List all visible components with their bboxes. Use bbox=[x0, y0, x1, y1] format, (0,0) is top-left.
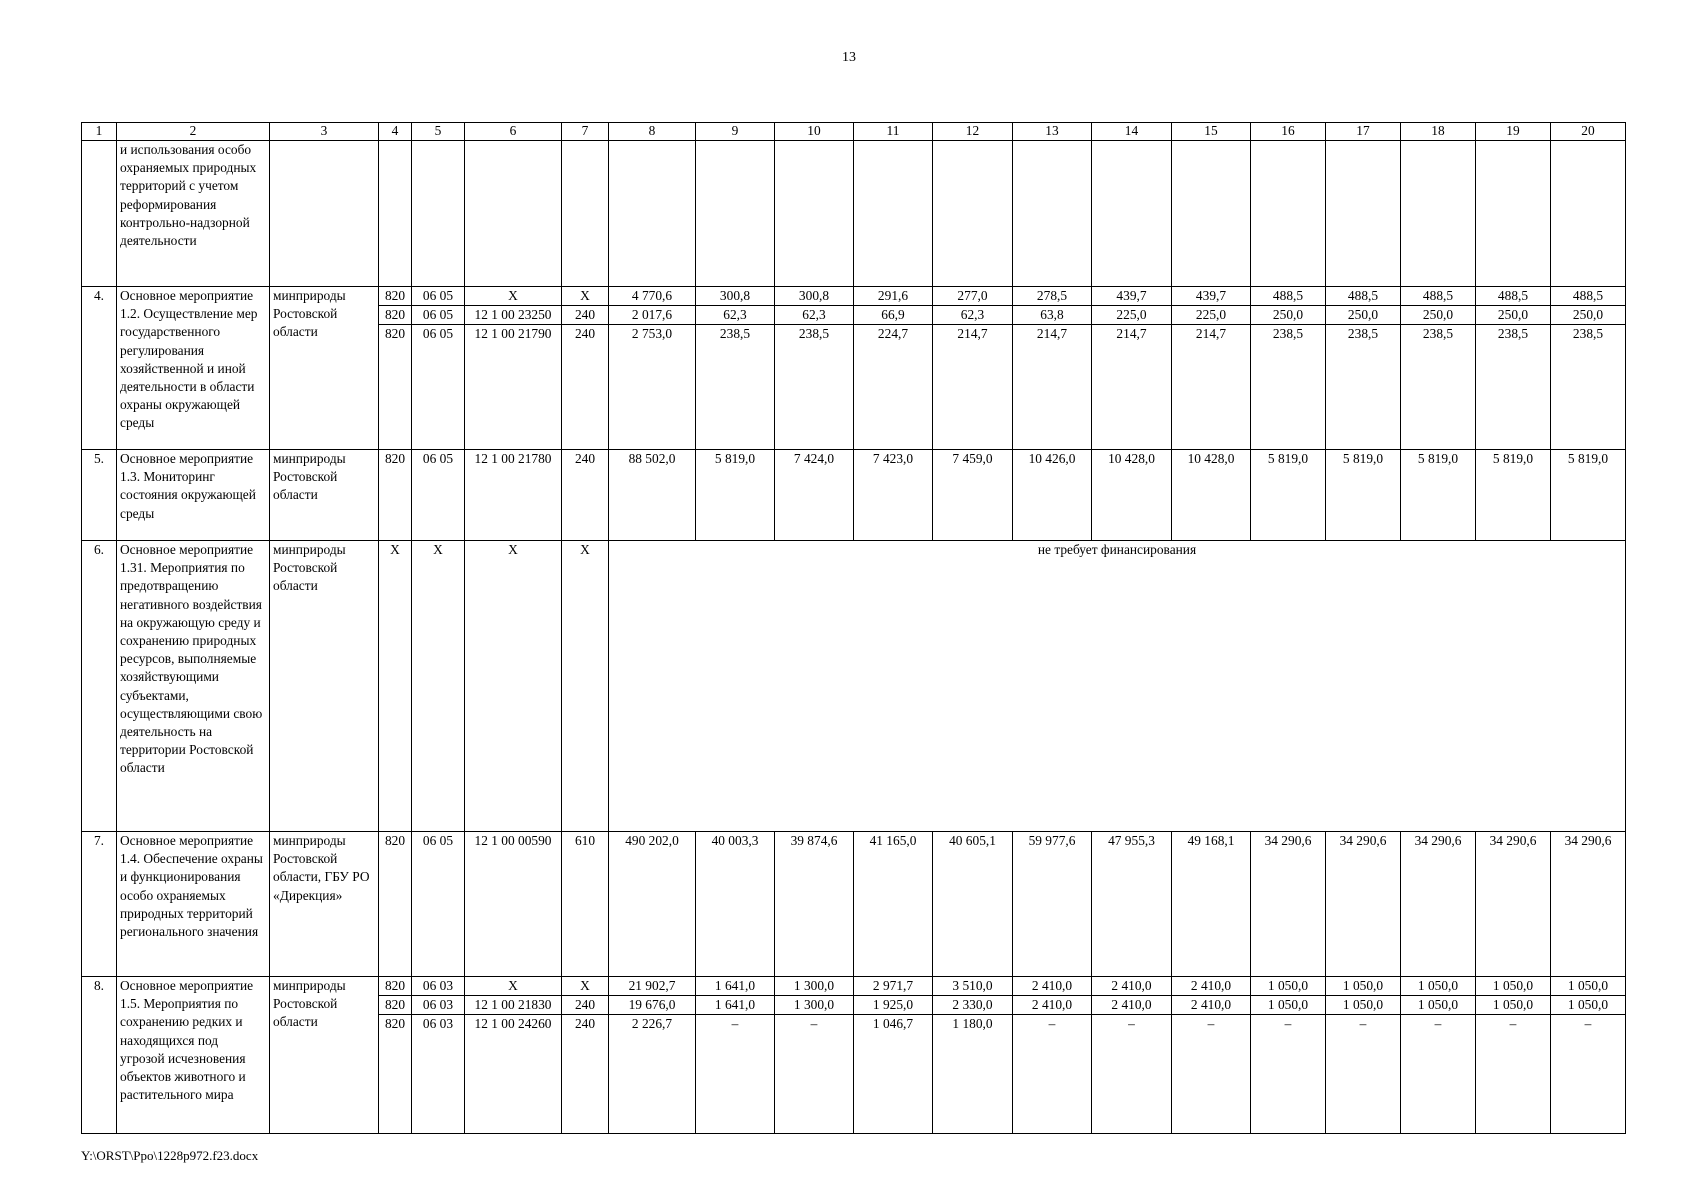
column-header: 13 bbox=[1013, 123, 1092, 141]
amount-cell bbox=[933, 977, 1013, 1134]
amount-cell bbox=[1092, 450, 1172, 541]
expense-type bbox=[562, 287, 609, 450]
amount-value: 488,5 bbox=[1251, 287, 1325, 306]
amount-cell bbox=[1326, 977, 1401, 1134]
cell-value: 820 bbox=[384, 451, 406, 466]
cell-value: 820 bbox=[384, 833, 406, 848]
amount-value: 1 046,7 bbox=[872, 1016, 914, 1032]
amount-value: 214,7 bbox=[1195, 326, 1227, 342]
cell-value: 06 05 bbox=[422, 451, 454, 466]
amount-cell bbox=[1551, 977, 1626, 1134]
amount-value: 40 605,1 bbox=[949, 833, 996, 848]
amount-cell bbox=[1551, 450, 1626, 541]
amount-value: – bbox=[810, 1016, 818, 1032]
amount-cell bbox=[854, 832, 933, 977]
amount-value: 62,3 bbox=[775, 306, 853, 325]
amount-value: 2 410,0 bbox=[1092, 996, 1171, 1015]
amount-value: 1 180,0 bbox=[952, 1016, 993, 1032]
amount-cell bbox=[933, 450, 1013, 541]
amount-cell bbox=[1326, 832, 1401, 977]
table-row bbox=[82, 541, 1626, 832]
amount-value: 488,5 bbox=[1401, 287, 1475, 306]
amount-value: 10 428,0 bbox=[1108, 451, 1155, 466]
cell-value: 12 1 00 21830 bbox=[465, 996, 561, 1015]
amount-cell bbox=[933, 287, 1013, 450]
column-header: 12 bbox=[933, 123, 1013, 141]
amount-value: 5 819,0 bbox=[1267, 451, 1309, 466]
executor: минприроды Ростовской области bbox=[270, 541, 379, 832]
column-header: 4 bbox=[379, 123, 412, 141]
ministry-code bbox=[379, 450, 412, 541]
executor: минприроды Ростовской области bbox=[270, 287, 379, 450]
amount-value: 5 819,0 bbox=[714, 451, 756, 466]
amount-cell bbox=[854, 977, 933, 1134]
amount-cell bbox=[1092, 977, 1172, 1134]
executor: минприроды Ростовской области bbox=[270, 450, 379, 541]
amount-value: 238,5 bbox=[719, 326, 751, 342]
amount-value: 34 290,6 bbox=[1264, 833, 1312, 848]
section-code bbox=[412, 287, 465, 450]
amount-value: 34 290,6 bbox=[1339, 833, 1387, 848]
amount-cell bbox=[609, 450, 696, 541]
amount-cell bbox=[1326, 287, 1401, 450]
amount-value: 300,8 bbox=[775, 287, 853, 306]
amount-cell bbox=[609, 832, 696, 977]
section-code bbox=[412, 977, 465, 1134]
amount-value: – bbox=[1434, 1016, 1442, 1032]
amount-cell bbox=[1092, 287, 1172, 450]
column-header: 3 bbox=[270, 123, 379, 141]
amount-cell bbox=[933, 832, 1013, 977]
cell-value: 06 03 bbox=[412, 977, 464, 996]
amount-value: 47 955,3 bbox=[1108, 833, 1155, 848]
amount-value: 34 290,6 bbox=[1489, 833, 1537, 848]
column-header: 1 bbox=[82, 123, 117, 141]
amount-value: 2 410,0 bbox=[1172, 996, 1250, 1015]
amount-value: 1 050,0 bbox=[1326, 996, 1400, 1015]
amount-cell bbox=[1326, 450, 1401, 541]
section-code bbox=[412, 450, 465, 541]
cell-value: 820 bbox=[384, 326, 406, 342]
amount-cell bbox=[775, 977, 854, 1134]
expense-type bbox=[562, 450, 609, 541]
section-code bbox=[412, 541, 465, 832]
amount-value: 49 168,1 bbox=[1187, 833, 1235, 848]
amount-value: 488,5 bbox=[1476, 287, 1550, 306]
amount-value: 63,8 bbox=[1013, 306, 1091, 325]
column-header: 19 bbox=[1476, 123, 1551, 141]
amount-value: 10 428,0 bbox=[1187, 451, 1235, 466]
amount-value: 214,7 bbox=[1036, 326, 1068, 342]
cell-value: 12 1 00 00590 bbox=[474, 833, 552, 848]
column-header: 6 bbox=[465, 123, 562, 141]
amount-value: 490 202,0 bbox=[625, 833, 679, 848]
amount-cell bbox=[1476, 450, 1551, 541]
amount-value: 2 410,0 bbox=[1013, 996, 1091, 1015]
amount-cell bbox=[1551, 832, 1626, 977]
cell-value: 610 bbox=[574, 833, 596, 848]
target-code bbox=[465, 977, 562, 1134]
amount-value: 439,7 bbox=[1092, 287, 1171, 306]
amount-value: – bbox=[1509, 1016, 1517, 1032]
amount-cell bbox=[1401, 450, 1476, 541]
amount-value: 66,9 bbox=[854, 306, 932, 325]
activity-name: Основное мероприятие 1.3. Мониторинг состояния окружающей среды bbox=[117, 450, 270, 541]
amount-value: 224,7 bbox=[877, 326, 909, 342]
cell-value: X bbox=[465, 287, 561, 306]
amount-value: 1 050,0 bbox=[1476, 977, 1550, 996]
cell-value: 820 bbox=[379, 287, 411, 306]
amount-cell bbox=[696, 977, 775, 1134]
amount-value: 225,0 bbox=[1172, 306, 1250, 325]
cell-value: 06 05 bbox=[422, 326, 454, 342]
amount-value: 1 300,0 bbox=[775, 977, 853, 996]
amount-value: 250,0 bbox=[1326, 306, 1400, 325]
row-number: 4. bbox=[82, 287, 117, 450]
table-row bbox=[82, 287, 1626, 450]
amount-value: 7 424,0 bbox=[793, 451, 835, 466]
column-header: 16 bbox=[1251, 123, 1326, 141]
amount-value: 2 410,0 bbox=[1172, 977, 1250, 996]
cell-value: 06 05 bbox=[422, 833, 454, 848]
amount-value: 5 819,0 bbox=[1417, 451, 1459, 466]
amount-cell bbox=[1172, 977, 1251, 1134]
cell-value: 240 bbox=[562, 306, 608, 325]
column-header: 17 bbox=[1326, 123, 1401, 141]
amount-cell bbox=[854, 287, 933, 450]
amount-cell bbox=[696, 450, 775, 541]
amount-value: 1 050,0 bbox=[1251, 996, 1325, 1015]
amount-cell bbox=[1251, 287, 1326, 450]
amount-value: 1 050,0 bbox=[1551, 996, 1625, 1015]
amount-value: 1 050,0 bbox=[1251, 977, 1325, 996]
column-header: 11 bbox=[854, 123, 933, 141]
amount-value: 250,0 bbox=[1401, 306, 1475, 325]
cell-value: X bbox=[562, 287, 608, 306]
cell-value: 12 1 00 21790 bbox=[474, 326, 552, 342]
activity-name: Основное мероприятие 1.4. Обеспечение охраны и функционирования особо охраняемых природных территорий регионального значения bbox=[117, 832, 270, 977]
executor: минприроды Ростовской области, ГБУ РО «Дирекция» bbox=[270, 832, 379, 977]
amount-value: 1 050,0 bbox=[1551, 977, 1625, 996]
cell-value: 820 bbox=[384, 1016, 406, 1032]
amount-value: 238,5 bbox=[1347, 326, 1379, 342]
footer-path: Y:\ORST\Ppo\1228p972.f23.docx bbox=[81, 1148, 259, 1163]
amount-value: 238,5 bbox=[1572, 326, 1604, 342]
cell-value: 820 bbox=[379, 996, 411, 1015]
target-code bbox=[465, 541, 562, 832]
amount-value: 277,0 bbox=[933, 287, 1012, 306]
row-number: 5. bbox=[82, 450, 117, 541]
cell-value: 06 05 bbox=[412, 306, 464, 325]
amount-value: 62,3 bbox=[696, 306, 774, 325]
amount-value: 3 510,0 bbox=[933, 977, 1012, 996]
amount-cell bbox=[1092, 832, 1172, 977]
amount-value: 439,7 bbox=[1172, 287, 1250, 306]
header-row bbox=[82, 123, 1626, 141]
amount-value: 238,5 bbox=[1422, 326, 1454, 342]
amount-cell bbox=[1476, 287, 1551, 450]
executor: минприроды Ростовской области bbox=[270, 977, 379, 1134]
target-code bbox=[465, 450, 562, 541]
amount-value: 62,3 bbox=[933, 306, 1012, 325]
column-header: 9 bbox=[696, 123, 775, 141]
amount-value: 19 676,0 bbox=[609, 996, 695, 1015]
amount-value: 40 003,3 bbox=[711, 833, 759, 848]
amount-value: 488,5 bbox=[1551, 287, 1625, 306]
cell-value: X bbox=[562, 977, 608, 996]
amount-cell bbox=[1401, 832, 1476, 977]
row-number bbox=[82, 141, 117, 287]
column-header: 14 bbox=[1092, 123, 1172, 141]
expense-type bbox=[562, 541, 609, 832]
row-number: 7. bbox=[82, 832, 117, 977]
amount-value: 2 410,0 bbox=[1013, 977, 1091, 996]
amount-cell bbox=[1172, 450, 1251, 541]
cell-value: 240 bbox=[574, 1016, 596, 1032]
amount-value: 10 426,0 bbox=[1028, 451, 1076, 466]
amount-cell bbox=[1401, 287, 1476, 450]
cell-value: X bbox=[390, 542, 400, 557]
amount-value: 250,0 bbox=[1476, 306, 1550, 325]
ministry-code bbox=[379, 832, 412, 977]
amount-value: 5 819,0 bbox=[1492, 451, 1534, 466]
amount-value: 1 050,0 bbox=[1401, 996, 1475, 1015]
amount-value: – bbox=[1584, 1016, 1592, 1032]
amount-cell bbox=[1251, 450, 1326, 541]
cell-value: 240 bbox=[562, 996, 608, 1015]
amount-value: 2 753,0 bbox=[631, 326, 673, 342]
amount-value: 1 050,0 bbox=[1401, 977, 1475, 996]
amount-cell bbox=[775, 450, 854, 541]
table-row bbox=[82, 832, 1626, 977]
column-header: 18 bbox=[1401, 123, 1476, 141]
amount-cell bbox=[775, 287, 854, 450]
amount-cell bbox=[1172, 832, 1251, 977]
amount-value: 1 925,0 bbox=[854, 996, 932, 1015]
amount-value: 250,0 bbox=[1251, 306, 1325, 325]
expense-type bbox=[562, 977, 609, 1134]
amount-cell bbox=[775, 832, 854, 977]
cell-value: X bbox=[433, 542, 443, 557]
amount-cell bbox=[1013, 832, 1092, 977]
table-row bbox=[82, 977, 1626, 1134]
amount-value: – bbox=[1128, 1016, 1135, 1032]
cell-value: 06 05 bbox=[412, 287, 464, 306]
amount-value: 238,5 bbox=[1272, 326, 1304, 342]
ministry-code bbox=[379, 541, 412, 832]
amount-cell bbox=[696, 832, 775, 977]
amount-cell bbox=[1172, 287, 1251, 450]
page-number: 13 bbox=[842, 50, 856, 65]
activity-name: Основное мероприятие 1.31. Мероприятия по предотвращению негативного воздействия на окружающую среду и сохранению природных ресурсов, выполняемые хозяйствующими субъектами, осуществляющими свою деятельность на территории Ростовской области bbox=[117, 541, 270, 832]
amount-cell bbox=[1476, 977, 1551, 1134]
ministry-code bbox=[379, 287, 412, 450]
amount-cell bbox=[1476, 832, 1551, 977]
column-header: 7 bbox=[562, 123, 609, 141]
amount-value: 238,5 bbox=[798, 326, 830, 342]
amount-cell bbox=[1251, 832, 1326, 977]
amount-value: 2 971,7 bbox=[854, 977, 932, 996]
amount-value: 214,7 bbox=[957, 326, 988, 342]
amount-value: 225,0 bbox=[1092, 306, 1171, 325]
amount-value: 300,8 bbox=[696, 287, 774, 306]
amount-value: 34 290,6 bbox=[1414, 833, 1462, 848]
section-code bbox=[412, 832, 465, 977]
cell-value: 06 03 bbox=[412, 996, 464, 1015]
activity-name: Основное мероприятие 1.5. Мероприятия по сохранению редких и находящихся под угрозой исчезновения объектов животного и растительного мира bbox=[117, 977, 270, 1134]
row-number: 6. bbox=[82, 541, 117, 832]
target-code bbox=[465, 287, 562, 450]
cell-value: X bbox=[580, 542, 590, 557]
amount-cell bbox=[696, 287, 775, 450]
amount-value: 488,5 bbox=[1326, 287, 1400, 306]
amount-value: 7 459,0 bbox=[952, 451, 993, 466]
amount-value: 238,5 bbox=[1497, 326, 1529, 342]
amount-value: 250,0 bbox=[1551, 306, 1625, 325]
amount-value: 2 330,0 bbox=[933, 996, 1012, 1015]
cell-value: 240 bbox=[574, 451, 596, 466]
amount-value: – bbox=[1048, 1016, 1056, 1032]
row-number: 8. bbox=[82, 977, 117, 1134]
amount-cell bbox=[1013, 977, 1092, 1134]
cell-value: 12 1 00 24260 bbox=[474, 1016, 552, 1032]
cont-name-cell: и использования особо охраняемых природных территорий с учетом реформирования контрольно-надзорной деятельности bbox=[117, 141, 270, 287]
amount-value: 5 819,0 bbox=[1342, 451, 1384, 466]
cell-value: 820 bbox=[379, 977, 411, 996]
cell-value: 12 1 00 21780 bbox=[474, 451, 552, 466]
amount-value: 1 300,0 bbox=[775, 996, 853, 1015]
amount-value: 278,5 bbox=[1013, 287, 1091, 306]
column-header: 5 bbox=[412, 123, 465, 141]
amount-value: 88 502,0 bbox=[628, 451, 676, 466]
amount-cell bbox=[1251, 977, 1326, 1134]
column-header: 15 bbox=[1172, 123, 1251, 141]
amount-value: 5 819,0 bbox=[1567, 451, 1609, 466]
column-header: 8 bbox=[609, 123, 696, 141]
cell-value: 240 bbox=[574, 326, 596, 342]
cell-value: 06 03 bbox=[422, 1016, 454, 1032]
amount-value: 7 423,0 bbox=[872, 451, 914, 466]
activity-name: Основное мероприятие 1.2. Осуществление мер государственного регулирования хозяйственной и иной деятельности в области охраны окружающей среды bbox=[117, 287, 270, 450]
ministry-code bbox=[379, 977, 412, 1134]
amount-cell bbox=[1013, 287, 1092, 450]
expense-type bbox=[562, 832, 609, 977]
amount-value: 1 641,0 bbox=[696, 977, 774, 996]
amount-value: 1 641,0 bbox=[696, 996, 774, 1015]
amount-cell bbox=[854, 450, 933, 541]
no-funding-note: не требует финансирования bbox=[609, 541, 1626, 832]
table-body bbox=[82, 123, 1626, 1134]
amount-value: 34 290,6 bbox=[1564, 833, 1612, 848]
budget-table bbox=[81, 122, 1626, 1134]
amount-value: 4 770,6 bbox=[609, 287, 695, 306]
amount-value: 291,6 bbox=[854, 287, 932, 306]
cell-value: 820 bbox=[379, 306, 411, 325]
column-header: 2 bbox=[117, 123, 270, 141]
amount-value: 1 050,0 bbox=[1326, 977, 1400, 996]
table-row bbox=[82, 141, 1626, 287]
cell-value: X bbox=[508, 542, 518, 557]
amount-value: – bbox=[731, 1016, 739, 1032]
amount-cell bbox=[1013, 450, 1092, 541]
amount-cell bbox=[609, 287, 696, 450]
column-header: 20 bbox=[1551, 123, 1626, 141]
amount-value: 59 977,6 bbox=[1028, 833, 1076, 848]
amount-value: 41 165,0 bbox=[869, 833, 917, 848]
amount-value: – bbox=[1359, 1016, 1367, 1032]
amount-value: 2 226,7 bbox=[631, 1016, 673, 1032]
amount-value: 21 902,7 bbox=[609, 977, 695, 996]
amount-cell bbox=[1551, 287, 1626, 450]
amount-value: 2 017,6 bbox=[609, 306, 695, 325]
table-row bbox=[82, 450, 1626, 541]
amount-value: 39 874,6 bbox=[790, 833, 838, 848]
amount-value: 214,7 bbox=[1116, 326, 1147, 342]
amount-value: 2 410,0 bbox=[1092, 977, 1171, 996]
amount-cell bbox=[1401, 977, 1476, 1134]
cell-value: X bbox=[465, 977, 561, 996]
cell-value: 12 1 00 23250 bbox=[465, 306, 561, 325]
column-header: 10 bbox=[775, 123, 854, 141]
target-code bbox=[465, 832, 562, 977]
amount-cell bbox=[609, 977, 696, 1134]
amount-value: – bbox=[1207, 1016, 1215, 1032]
amount-value: 1 050,0 bbox=[1476, 996, 1550, 1015]
amount-value: – bbox=[1284, 1016, 1292, 1032]
